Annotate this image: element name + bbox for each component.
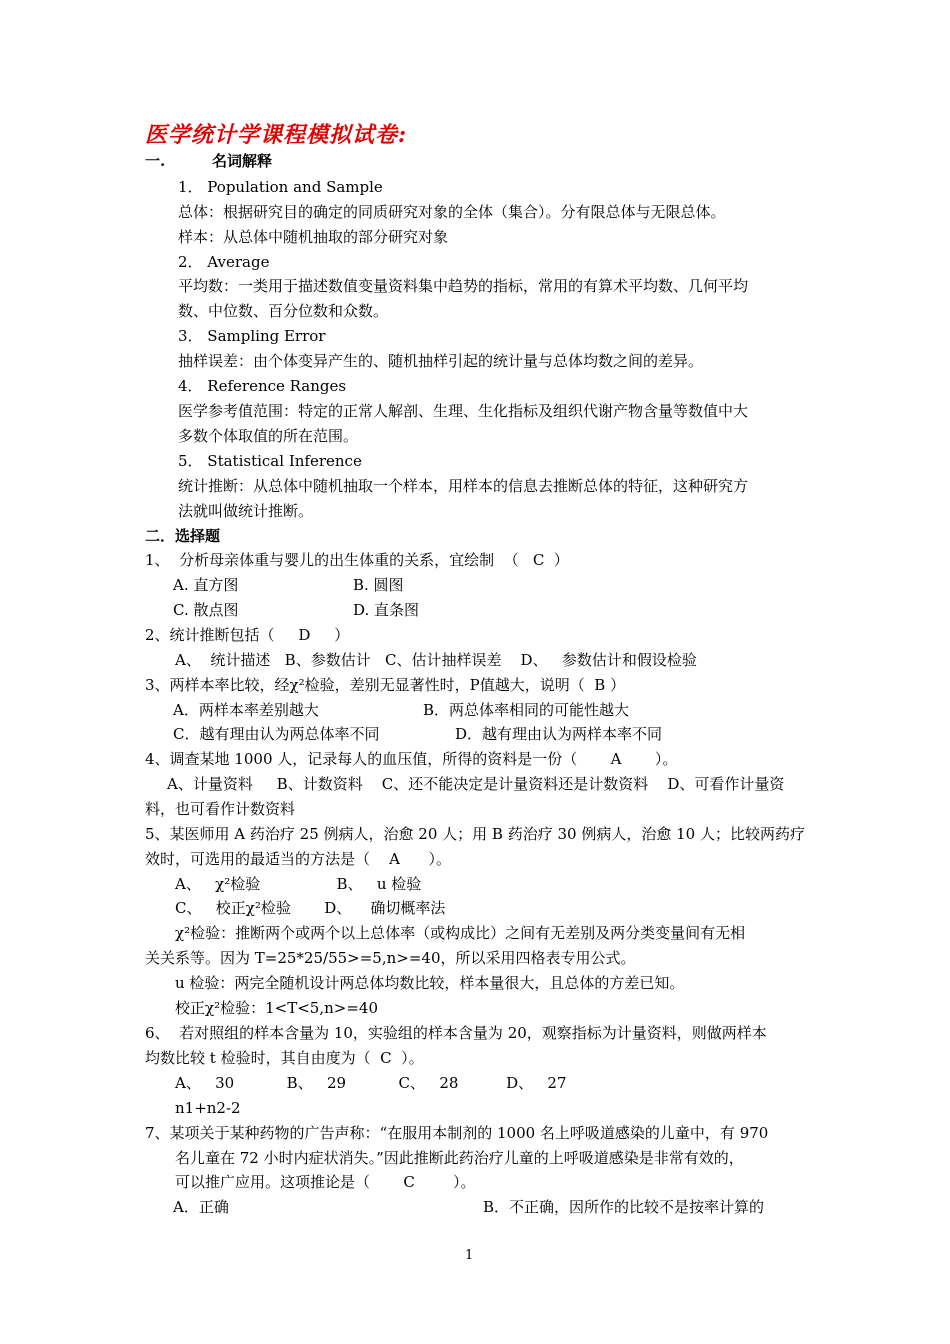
definition-line: 总体：根据研究目的确定的同质研究对象的全体（集合）。分有限总体与无限总体。 — [178, 203, 726, 221]
section-heading: 名词解释 — [212, 152, 273, 170]
question-line: 5、某医师用 A 药治疗 25 例病人，治愈 20 人；用 B 药治疗 30 例病人，治愈 10 人；比较两药疗 — [145, 825, 805, 843]
term-heading: 4． Reference Ranges — [178, 377, 347, 395]
option-line: C、 校正χ²检验 D、 确切概率法 — [175, 899, 446, 917]
definition-line: 医学参考值范围：特定的正常人解剖、生理、生化指标及组织代谢产物含量等数值中大 — [178, 402, 749, 420]
document-title: 医学统计学课程模拟试卷: — [145, 122, 408, 148]
definition-line: 平均数：一类用于描述数值变量资料集中趋势的指标，常用的有算术平均数、几何平均 — [178, 277, 749, 295]
question-line: 效时，可选用的最适当的方法是（ A ）。 — [145, 850, 452, 868]
definition-line: 统计推断：从总体中随机抽取一个样本，用样本的信息去推断总体的特征，这种研究方 — [178, 477, 749, 495]
question-line: 均数比较 t 检验时，其自由度为（ C ）。 — [145, 1049, 424, 1067]
option: A．正确 — [173, 1198, 229, 1216]
section-number: 一. — [145, 152, 166, 170]
definition-line: 数、中位数、百分位数和众数。 — [178, 302, 389, 320]
option-line: A、 统计描述 B、参数估计 C、估计抽样误差 D、 参数估计和假设检验 — [175, 651, 697, 669]
option: C．越有理由认为两总体率不同 — [173, 725, 380, 743]
option-line: A、 30 B、 29 C、 28 D、 27 — [175, 1074, 567, 1092]
term-heading: 3． Sampling Error — [178, 327, 326, 345]
term-heading: 2． Average — [178, 253, 270, 271]
definition-line: 多数个体取值的所在范围。 — [178, 427, 359, 445]
definition-line: 样本：从总体中随机抽取的部分研究对象 — [178, 228, 449, 246]
option: D. 直条图 — [353, 601, 420, 619]
question-line: 名儿童在 72 小时内症状消失。”因此推断此药治疗儿童的上呼吸道感染是非常有效的， — [175, 1149, 744, 1167]
explanation-line: 关关系等。因为 T=25*25/55>=5,n>=40，所以采用四格表专用公式。 — [145, 949, 636, 967]
option-line: 料，也可看作计数资料 — [145, 800, 296, 818]
question-line: 2、统计推断包括（ D ） — [145, 626, 350, 644]
definition-line: 抽样误差：由个体变异产生的、随机抽样引起的统计量与总体均数之间的差异。 — [178, 352, 704, 370]
option: B．两总体率相同的可能性越大 — [423, 701, 630, 719]
explanation-line: 校正χ²检验：1<T<5,n>=40 — [175, 999, 378, 1017]
question-line: 6、 若对照组的样本含量为 10，实验组的样本含量为 20，观察指标为计量资料，则做两样本 — [145, 1024, 767, 1042]
page-number: 1 — [465, 1248, 474, 1263]
explanation-line: χ²检验：推断两个或两个以上总体率（或构成比）之间有无差别及两分类变量间有无相 — [175, 924, 746, 942]
question-line: 7、某项关于某种药物的广告声称：“在服用本制剂的 1000 名上呼吸道感染的儿童中，有 970 — [145, 1124, 769, 1142]
question-line: 3、两样本率比较，经χ²检验，差别无显著性时，P值越大，说明（ B ） — [145, 676, 626, 694]
question-line: 可以推广应用。这项推论是（ C ）。 — [175, 1173, 476, 1191]
option: A. 直方图 — [173, 576, 239, 594]
explanation-line: u 检验：两完全随机设计两总体均数比较，样本量很大，且总体的方差已知。 — [175, 974, 685, 992]
question-line: 1、 分析母亲体重与婴儿的出生体重的关系，宜绘制 （ C ） — [145, 551, 569, 569]
option: B．不正确，因所作的比较不是按率计算的 — [483, 1198, 765, 1216]
option: B. 圆图 — [353, 576, 404, 594]
option: A．两样本率差别越大 — [173, 701, 319, 719]
definition-line: 法就叫做统计推断。 — [178, 502, 314, 520]
question-line: 4、调查某地 1000 人，记录每人的血压值，所得的资料是一份（ A ）。 — [145, 750, 678, 768]
option-line: A、计量资料 B、计数资料 C、还不能决定是计量资料还是计数资料 D、可看作计量资 — [167, 775, 785, 793]
term-heading: 5． Statistical Inference — [178, 452, 362, 470]
option: D．越有理由认为两样本率不同 — [455, 725, 663, 743]
term-heading: 1． Population and Sample — [178, 178, 383, 196]
option-line: A、 χ²检验 B、 u 检验 — [175, 875, 422, 893]
explanation-line: n1+n2-2 — [175, 1099, 241, 1117]
option: C. 散点图 — [173, 601, 239, 619]
section-heading: 二．选择题 — [145, 527, 221, 545]
